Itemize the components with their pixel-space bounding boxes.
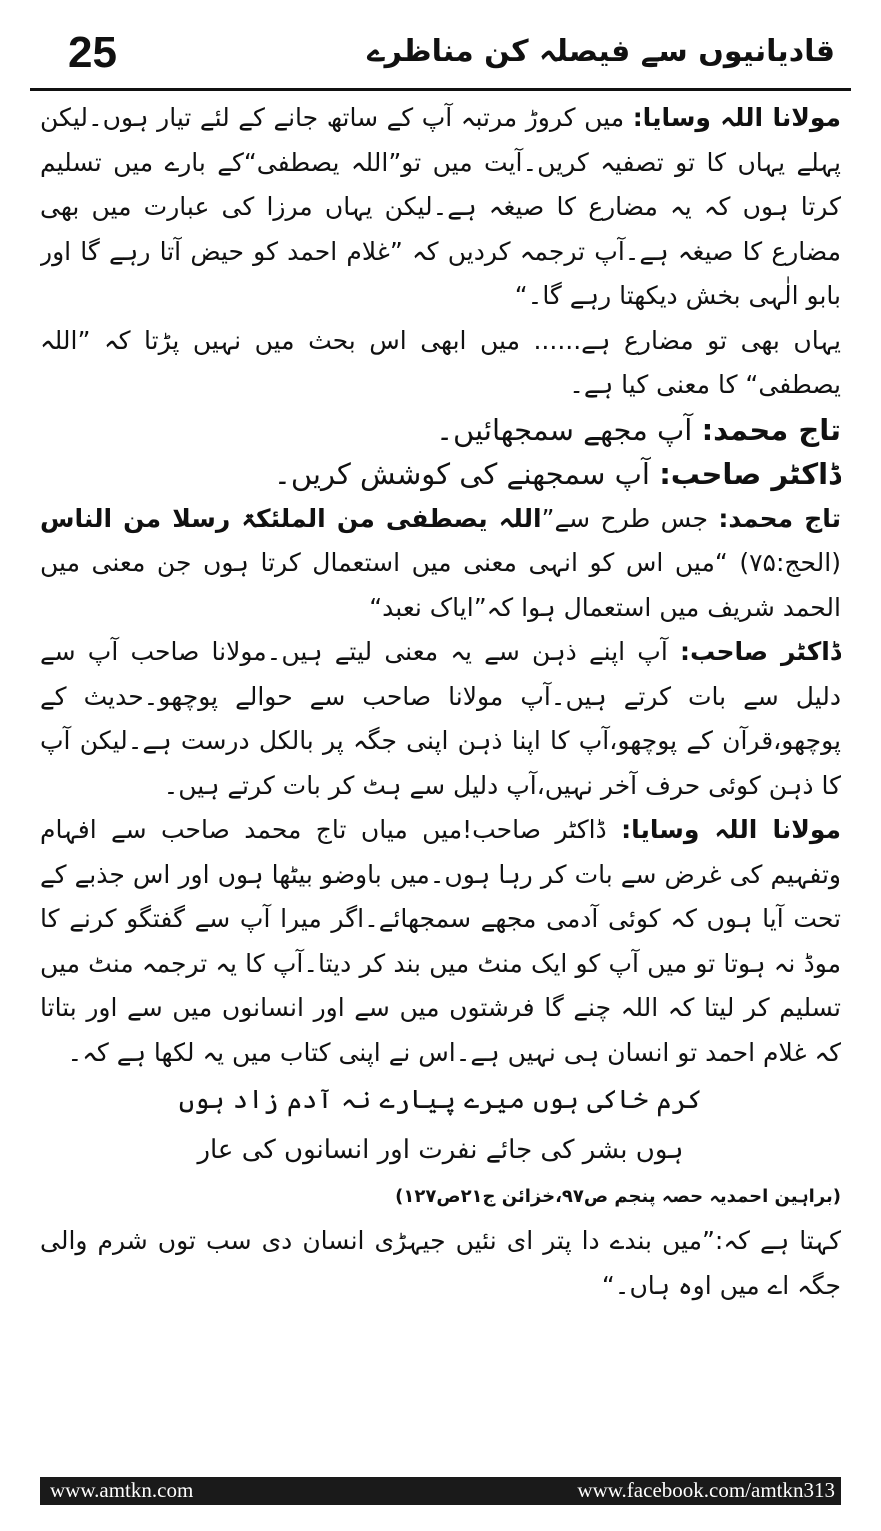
paragraph-text: آپ مجھے سمجھائیں۔ <box>436 412 702 447</box>
speaker-name: مولانا اللہ وسایا: <box>621 815 841 844</box>
closing-paragraph <box>40 1219 841 1308</box>
verse-reference: (الحج:۷۵) <box>739 548 841 577</box>
citation: (براہین احمدیہ حصہ پنجم ص۹۷،خزائن ج۲۱ص۱۲۷) <box>395 1186 841 1207</box>
poem-verse-2: ہوں بشر کی جائے نفرت اور انسانوں کی عار <box>197 1135 684 1165</box>
paragraph-3 <box>40 408 841 453</box>
page-footer <box>40 1477 841 1505</box>
book-title: قادیانیوں سے فیصلہ کن مناظرے <box>367 34 835 69</box>
paragraph-text: یہاں بھی تو مضارع ہے...... میں ابھی اس بحث میں نہیں پڑتا کہ ”اللہ یصطفی“ کا معنی کیا ہے۔ <box>40 325 841 399</box>
paragraph-2 <box>40 319 841 408</box>
speaker-name: مولانا اللہ وسایا: <box>632 103 841 132</box>
speaker-name: ڈاکٹر صاحب: <box>659 457 841 491</box>
paragraph-1 <box>40 96 841 319</box>
header-divider <box>30 88 851 91</box>
paragraph-text: آپ سمجھنے کی کوشش کریں۔ <box>273 457 660 491</box>
poem-verse-1: کرم خاکی ہوں میرے پیارے نہ آدم زاد ہوں <box>178 1085 703 1115</box>
page-header <box>40 18 841 78</box>
speaker-name: تاج محمد: <box>701 412 841 447</box>
speaker-name: تاج محمد: <box>718 503 841 533</box>
page-number: 25 <box>68 28 117 77</box>
paragraph-text: آپ اپنے ذہن سے یہ معنی لیتے ہیں۔مولانا صاحب آپ سے دلیل سے بات کرتے ہیں۔آپ مولانا صاحب سے حوالے پوچھو۔حدیث کے پوچھو،قرآن کے پوچھو،آپ کا اپنا ذہن اپنی جگہ پر بالکل درست ہے۔لیکن آپ کا ذہن کوئی حرف آخر نہیں،آپ دلیل سے ہٹ کر بات کرتے ہیں۔ <box>40 637 841 800</box>
page-body <box>40 96 841 1441</box>
paragraph-4 <box>40 452 841 497</box>
paragraph-text: جس طرح سے” <box>541 503 719 533</box>
facebook-link[interactable]: www.facebook.com/amtkn313 <box>577 1478 835 1502</box>
paragraph-text: ڈاکٹر صاحب!میں میاں تاج محمد صاحب سے افہام وتفہیم کی غرض سے بات کر رہا ہوں۔میں باوضو بیٹھا ہوں اور اس جذبے کے تحت آیا ہوں کہ کوئی آدمی مجھے سمجھائے۔اگر میرا آپ سے گفتگو کرنے کا موڈ نہ ہوتا تو میں آپ کو ایک منٹ میں بند کر دیتا۔آپ کا یہ ترجمہ منٹ میں تسلیم کر لیتا کہ اللہ چنے گا فرشتوں میں سے اور انسانوں میں سے اور بتاتا کہ غلام احمد تو انسان ہی نہیں ہے۔اس نے اپنی کتاب میں یہ لکھا ہے کہ۔ <box>40 815 841 1067</box>
paragraph-7 <box>40 808 841 1075</box>
quranic-verse: اللہ یصطفی من الملئکۃ رسلا من الناس <box>40 503 542 533</box>
paragraph-6 <box>40 630 841 808</box>
paragraph-text: کہتا ہے کہ:”میں بندے دا پتر ای نئیں جیہڑی انسان دی سب توں شرم والی جگہ اے میں اوہ ہاں۔“ <box>40 1226 841 1300</box>
paragraph-text: “میں اس کو انہی معنی میں استعمال کرتا ہوں جن معنی میں الحمد شریف میں استعمال ہوا کہ”ایاک نعبد“ <box>40 548 841 622</box>
speaker-name: ڈاکٹر صاحب: <box>680 637 841 666</box>
website-link[interactable]: www.amtkn.com <box>50 1478 194 1502</box>
paragraph-5 <box>40 497 841 631</box>
paragraph-text: میں کروڑ مرتبہ آپ کے ساتھ جانے کے لئے تیار ہوں۔لیکن پہلے یہاں کا تو تصفیہ کریں۔آیت میں تو”اللہ یصطفی“کے بارے میں تسلیم کرتا ہوں کہ یہ مضارع کا صیغہ ہے۔لیکن یہاں مرزا کی عبارت میں بھی مضارع کا صیغہ ہے۔آپ ترجمہ کردیں کہ ”غلام احمد کو حیض آتا رہے گا اور بابو الٰہی بخش دیکھتا رہے گا۔“ <box>40 103 841 310</box>
